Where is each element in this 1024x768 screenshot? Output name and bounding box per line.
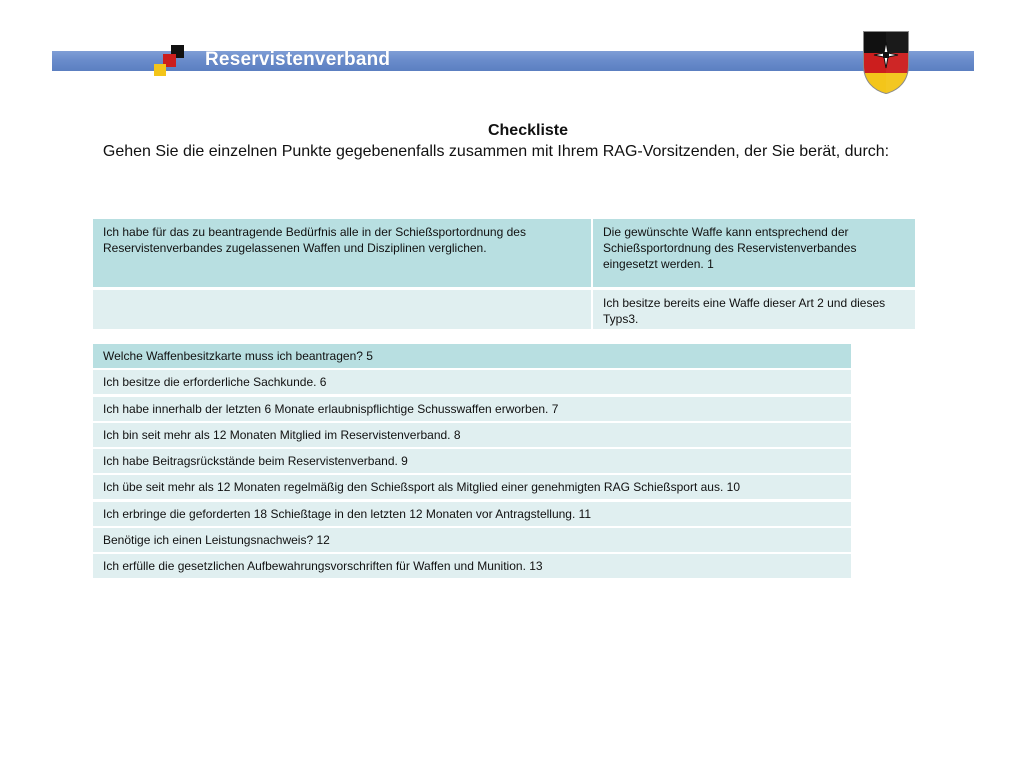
table-cell — [93, 290, 591, 329]
table-cell: Ich besitze bereits eine Waffe dieser Art 2 und dieses Typs3. — [593, 290, 915, 329]
checklist-item: Welche Waffenbesitzkarte muss ich beantragen? 5 — [93, 344, 851, 368]
logo-squares-icon — [150, 42, 190, 82]
table-row — [93, 290, 915, 332]
checklist-item: Ich erfülle die gesetzlichen Aufbewahrungsvorschriften für Waffen und Munition. 13 — [93, 554, 851, 578]
checklist-item: Ich besitze die erforderliche Sachkunde. 6 — [93, 370, 851, 394]
eagle-cross-shield-icon — [860, 29, 912, 95]
header — [0, 0, 1024, 110]
brand-name: Reservistenverband — [205, 49, 391, 70]
checklist-item: Ich habe innerhalb der letzten 6 Monate erlaubnispflichtige Schusswaffen erworben. 7 — [93, 397, 851, 421]
checklist-item: Benötige ich einen Leistungsnachweis? 12 — [93, 528, 851, 552]
table-cell: Ich habe für das zu beantragende Bedürfnis alle in der Schießsportordnung des Reservistenverbandes zugelassenen Waffen und Disziplinen verglichen. — [93, 219, 591, 287]
header-banner — [52, 51, 974, 71]
checklist-item: Ich habe Beitragsrückstände beim Reservistenverband. 9 — [93, 449, 851, 473]
table-row — [93, 219, 915, 290]
requirements-table — [93, 219, 915, 332]
checklist-item: Ich erbringe die geforderten 18 Schießtage in den letzten 12 Monaten vor Antragstellung. 11 — [93, 502, 851, 526]
title-block — [0, 120, 1024, 162]
checklist-item: Ich übe seit mehr als 12 Monaten regelmäßig den Schießsport als Mitglied einer genehmigten RAG Schießsport aus. 10 — [93, 475, 851, 499]
checklist-item: Ich bin seit mehr als 12 Monaten Mitglied im Reservistenverband. 8 — [93, 423, 851, 447]
page-subtitle: Gehen Sie die einzelnen Punkte gegebenenfalls zusammen mit Ihrem RAG-Vorsitzenden, der Sie berät, durch: — [102, 143, 890, 160]
page-title: Checkliste — [487, 122, 569, 139]
table-cell: Die gewünschte Waffe kann entsprechend der Schießsportordnung des Reservistenverbandes eingesetzt werden. 1 — [593, 219, 915, 287]
checklist-table — [93, 344, 851, 581]
